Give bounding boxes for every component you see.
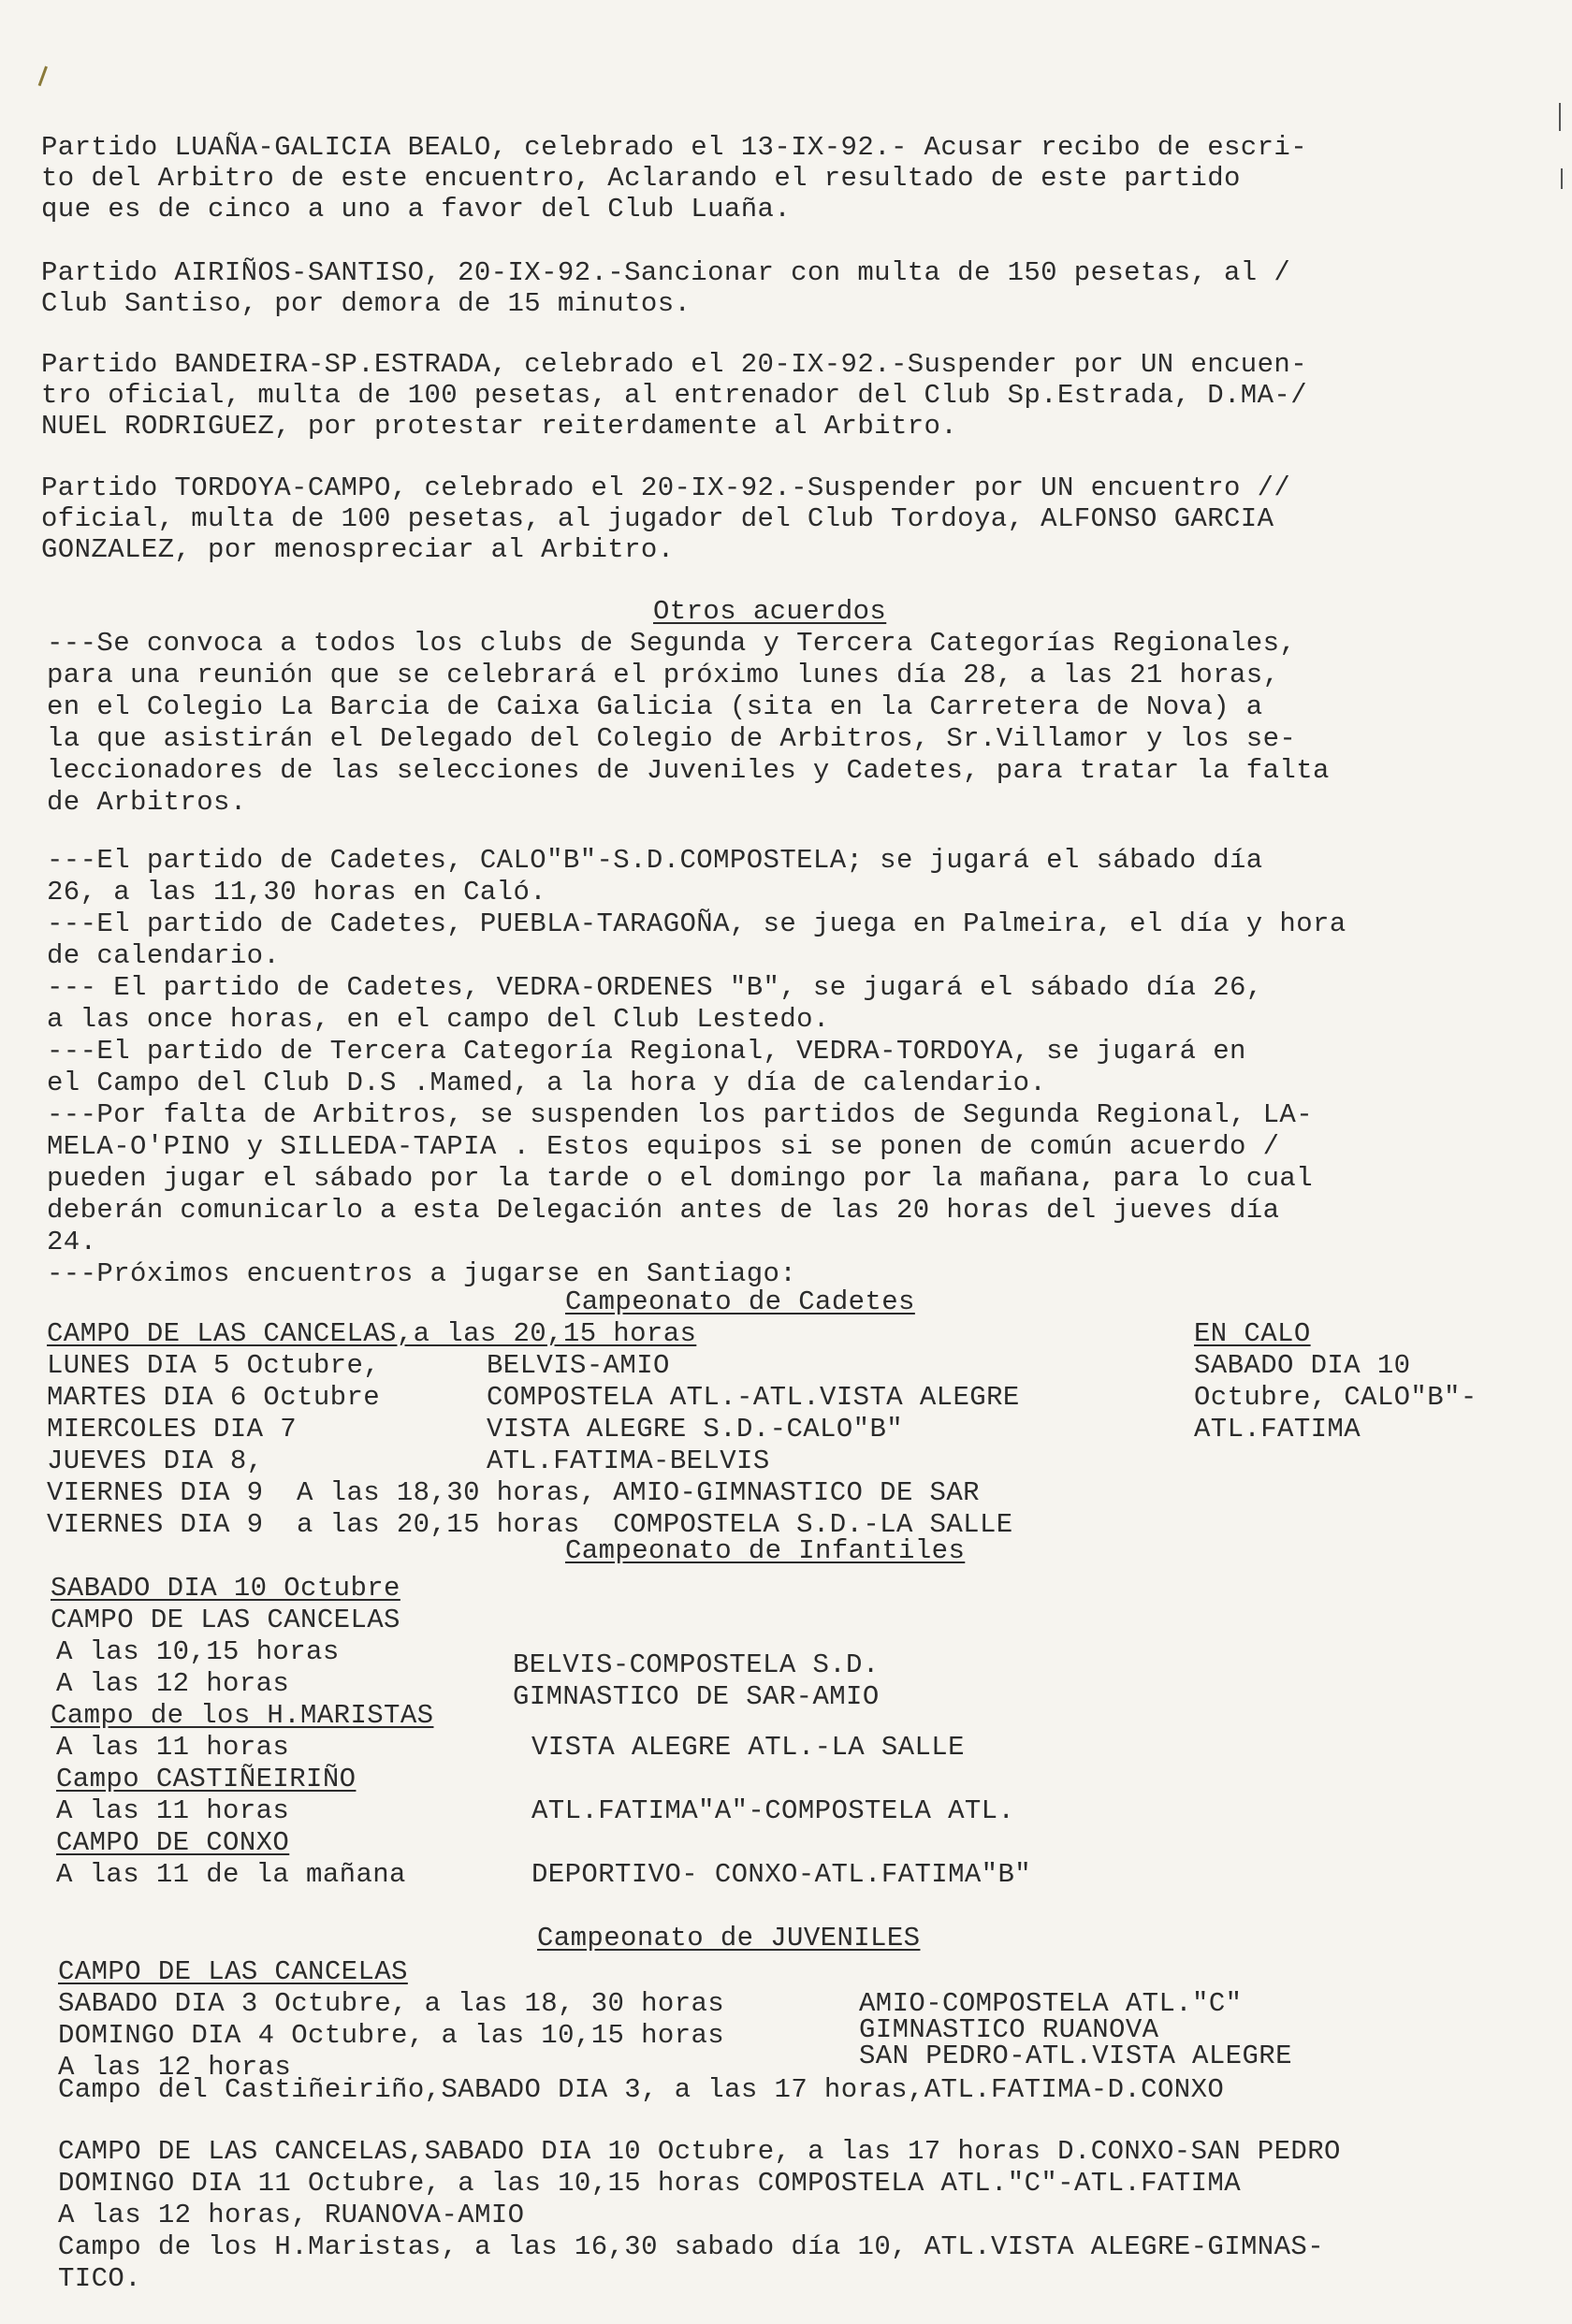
text-line: VIERNES DIA 9 A las 18,30 horas, AMIO-GIMNASTICO DE SAR <box>47 1477 980 1508</box>
text-line: CAMPO DE LAS CANCELAS,SABADO DIA 10 Octubre, a las 17 horas D.CONXO-SAN PEDRO <box>58 2136 1341 2167</box>
calo-line: Octubre, CALO"B"- <box>1194 1382 1477 1413</box>
time-line: A las 10,15 horas <box>56 1636 340 1667</box>
text-line: ---El partido de Cadetes, PUEBLA-TARAGOÑA, se juega en Palmeira, el día y hora <box>47 908 1346 939</box>
text-line: GONZALEZ, por menospreciar al Arbitro. <box>41 534 675 565</box>
calo-header: EN CALO <box>1194 1318 1311 1349</box>
text-line: Campo de los H.Maristas, a las 16,30 sabado día 10, ATL.VISTA ALEGRE-GIMNAS- <box>58 2231 1325 2262</box>
text-line: oficial, multa de 100 pesetas, al jugador del Club Tordoya, ALFONSO GARCIA <box>41 503 1274 534</box>
text-line: Campo del Castiñeiriño,SABADO DIA 3, a las 17 horas,ATL.FATIMA-D.CONXO <box>58 2074 1225 2105</box>
match-line: DEPORTIVO- CONXO-ATL.FATIMA"B" <box>531 1859 1032 1890</box>
text-line: ---El partido de Tercera Categoría Regional, VEDRA-TORDOYA, se jugará en <box>47 1036 1246 1067</box>
calo-line: ATL.FATIMA <box>1194 1414 1361 1445</box>
schedule-match: ATL.FATIMA-BELVIS <box>487 1445 770 1476</box>
section-title: Campeonato de Infantiles <box>565 1535 966 1566</box>
schedule-day: A las 12 horas <box>58 2052 292 2083</box>
match-line: BELVIS-COMPOSTELA S.D. <box>513 1649 880 1680</box>
venue-line: CAMPO DE LAS CANCELAS <box>51 1605 400 1635</box>
venue-line: Campo CASTIÑEIRIÑO <box>56 1764 357 1794</box>
section-title: Campeonato de JUVENILES <box>537 1923 921 1954</box>
schedule-match: AMIO-COMPOSTELA ATL."C" <box>859 1988 1243 2019</box>
ink-mark <box>38 65 57 89</box>
text-line: Partido TORDOYA-CAMPO, celebrado el 20-IX-92.-Suspender por UN encuentro // <box>41 472 1291 503</box>
schedule-day: LUNES DIA 5 Octubre, <box>47 1350 381 1381</box>
text-line: NUEL RODRIGUEZ, por protestar reiterdamente al Arbitro. <box>41 411 958 442</box>
schedule-match: SAN PEDRO-ATL.VISTA ALEGRE <box>859 2041 1292 2071</box>
time-line: A las 12 horas <box>56 1668 290 1699</box>
schedule-day: JUEVES DIA 8, <box>47 1445 264 1476</box>
schedule-day: MIERCOLES DIA 7 <box>47 1414 298 1445</box>
text-line: --- El partido de Cadetes, VEDRA-ORDENES "B", se jugará el sábado día 26, <box>47 972 1263 1003</box>
text-line: Partido AIRIÑOS-SANTISO, 20-IX-92.-Sancionar con multa de 150 pesetas, al / <box>41 257 1291 288</box>
text-line: la que asistirán el Delegado del Colegio de Arbitros, Sr.Villamor y los se- <box>47 723 1297 754</box>
text-line: to del Arbitro de este encuentro, Aclarando el resultado de este partido <box>41 163 1241 194</box>
text-line: leccionadores de las selecciones de Juveniles y Cadetes, para tratar la falta <box>47 755 1330 786</box>
text-line: de calendario. <box>47 940 281 971</box>
schedule-match: VISTA ALEGRE S.D.-CALO"B" <box>487 1414 904 1445</box>
schedule-match: BELVIS-AMIO <box>487 1350 670 1381</box>
text-line: de Arbitros. <box>47 787 247 818</box>
schedule-day: DOMINGO DIA 4 Octubre, a las 10,15 horas <box>58 2020 725 2051</box>
venue-line: Campo de los H.MARISTAS <box>51 1700 434 1731</box>
text-line: que es de cinco a uno a favor del Club Luaña. <box>41 194 792 225</box>
text-line: 26, a las 11,30 horas en Caló. <box>47 877 547 908</box>
schedule-match: COMPOSTELA ATL.-ATL.VISTA ALEGRE <box>487 1382 1020 1413</box>
text-line: DOMINGO DIA 11 Octubre, a las 10,15 horas COMPOSTELA ATL."C"-ATL.FATIMA <box>58 2168 1242 2199</box>
text-line: A las 12 horas, RUANOVA-AMIO <box>58 2200 525 2230</box>
text-line: tro oficial, multa de 100 pesetas, al entrenador del Club Sp.Estrada, D.MA-/ <box>41 380 1308 411</box>
venue-header: CAMPO DE LAS CANCELAS,a las 20,15 horas <box>47 1318 697 1349</box>
section-title: Campeonato de Cadetes <box>565 1286 915 1317</box>
venue-header: CAMPO DE LAS CANCELAS <box>58 1956 408 1987</box>
text-line: Partido LUAÑA-GALICIA BEALO, celebrado el 13-IX-92.- Acusar recibo de escri- <box>41 132 1308 163</box>
text-line: VIERNES DIA 9 a las 20,15 horas COMPOSTELA S.D.-LA SALLE <box>47 1509 1013 1540</box>
day-header: SABADO DIA 10 Octubre <box>51 1573 400 1604</box>
time-line: A las 11 horas <box>56 1732 290 1763</box>
edge-mark <box>1559 103 1561 131</box>
edge-mark <box>1561 168 1563 189</box>
text-line: deberán comunicarlo a esta Delegación antes de las 20 horas del jueves día <box>47 1195 1280 1226</box>
schedule-match: GIMNASTICO RUANOVA <box>859 2014 1159 2045</box>
text-line: pueden jugar el sábado por la tarde o el domingo por la mañana, para lo cual <box>47 1163 1314 1194</box>
calo-line: SABADO DIA 10 <box>1194 1350 1411 1381</box>
match-line: ATL.FATIMA"A"-COMPOSTELA ATL. <box>531 1795 1015 1826</box>
text-line: el Campo del Club D.S .Mamed, a la hora y día de calendario. <box>47 1068 1047 1098</box>
time-line: A las 11 de la mañana <box>56 1859 406 1890</box>
schedule-day: SABADO DIA 3 Octubre, a las 18, 30 horas <box>58 1988 725 2019</box>
text-line: ---Se convoca a todos los clubs de Segunda y Tercera Categorías Regionales, <box>47 628 1297 659</box>
text-line: para una reunión que se celebrará el próximo lunes día 28, a las 21 horas, <box>47 660 1280 690</box>
time-line: A las 11 horas <box>56 1795 290 1826</box>
schedule-day: MARTES DIA 6 Octubre <box>47 1382 381 1413</box>
text-line: ---Por falta de Arbitros, se suspenden los partidos de Segunda Regional, LA- <box>47 1099 1314 1130</box>
text-line: a las once horas, en el campo del Club Lestedo. <box>47 1004 830 1035</box>
text-line: ---El partido de Cadetes, CALO"B"-S.D.COMPOSTELA; se jugará el sábado día <box>47 845 1263 876</box>
text-line: ---Próximos encuentros a jugarse en Santiago: <box>47 1258 797 1289</box>
text-line: 24. <box>47 1227 97 1257</box>
venue-line: CAMPO DE CONXO <box>56 1827 290 1858</box>
section-title: Otros acuerdos <box>653 596 887 627</box>
text-line: TICO. <box>58 2263 142 2294</box>
text-line: Partido BANDEIRA-SP.ESTRADA, celebrado el 20-IX-92.-Suspender por UN encuen- <box>41 349 1308 380</box>
text-line: MELA-O'PINO y SILLEDA-TAPIA . Estos equipos si se ponen de común acuerdo / <box>47 1131 1280 1162</box>
match-line: GIMNASTICO DE SAR-AMIO <box>513 1681 880 1712</box>
match-line: VISTA ALEGRE ATL.-LA SALLE <box>531 1732 965 1763</box>
text-line: Club Santiso, por demora de 15 minutos. <box>41 288 691 319</box>
text-line: en el Colegio La Barcia de Caixa Galicia (sita en la Carretera de Nova) a <box>47 691 1263 722</box>
